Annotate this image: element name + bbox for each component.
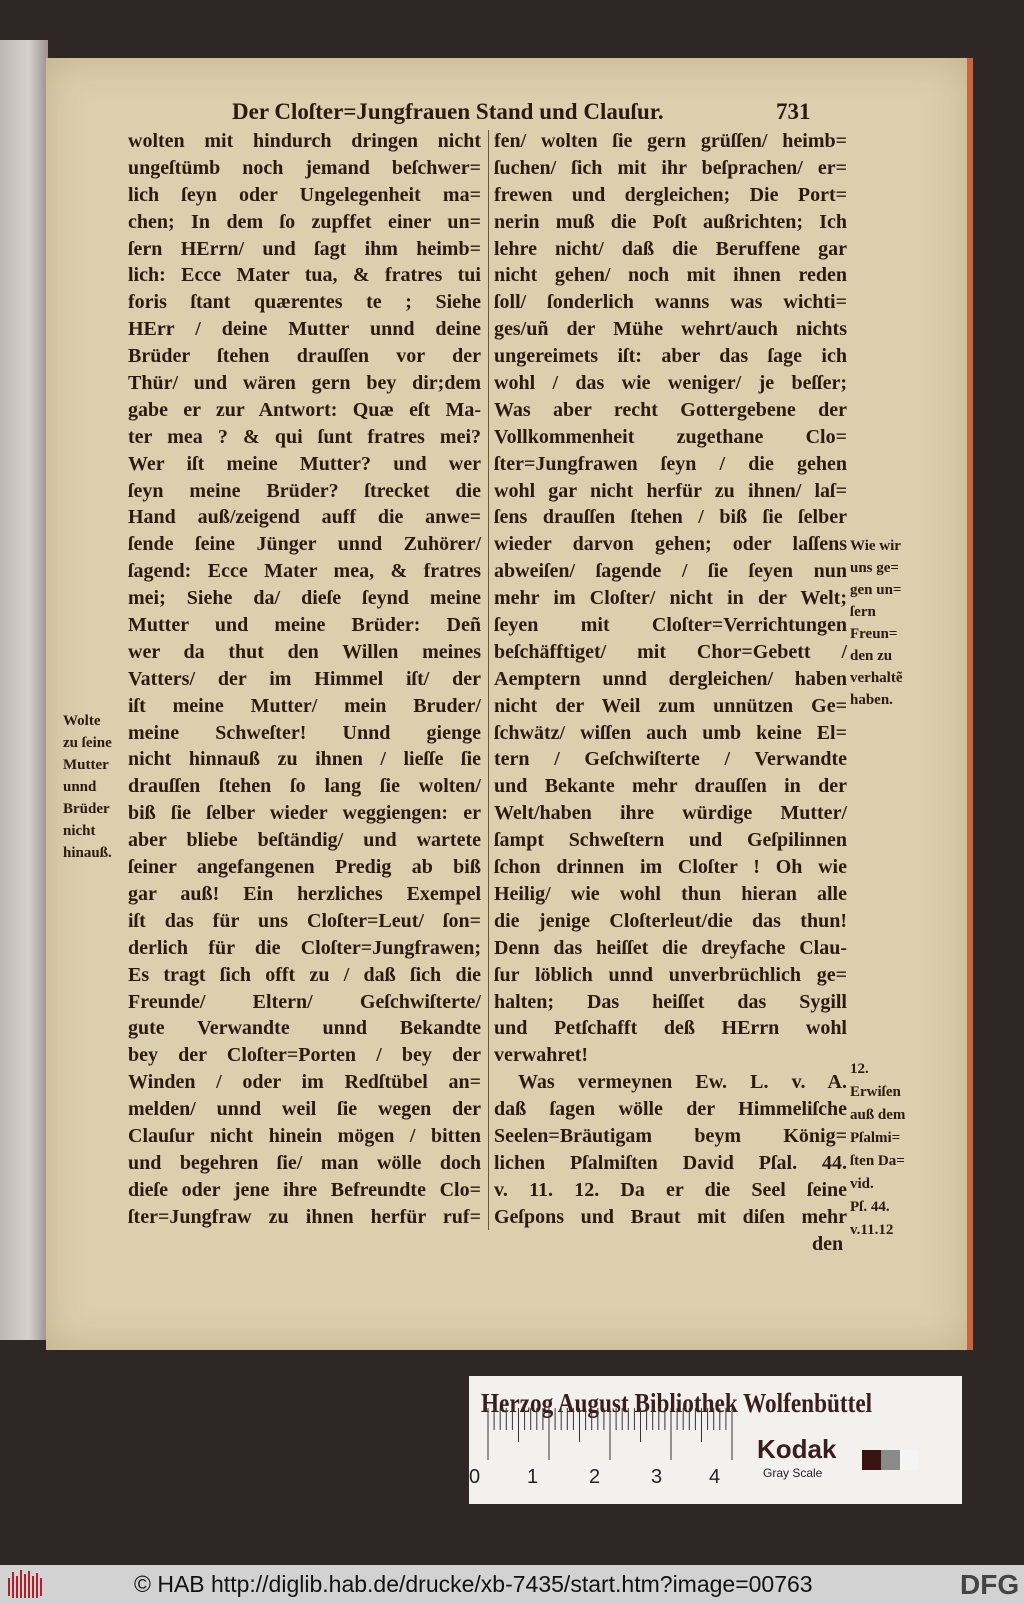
text-line: nicht der Weil zum unnützen Ge= [494,694,847,717]
right-text-column [494,128,847,1231]
text-line: gabe er zur Antwort: Quæ eſt Ma- [128,398,481,421]
margin-note-line: v.11.12 [850,1222,894,1238]
right-margin-note-2 [850,1058,905,1242]
margin-note-line: nicht [63,823,96,839]
text-line: gar auß! Ein herzliches Exempel [128,882,481,905]
margin-note-line: auß dem [850,1107,906,1123]
margin-note-line: vid. [850,1176,874,1192]
text-line: ges/uñ der Mühe wehrt/auch nichts [494,318,847,341]
left-margin-note [63,710,112,864]
margin-note-line: Freun= [850,626,898,642]
ruler-number: 0 [469,1466,481,1488]
margin-note-line: gen un= [850,582,902,598]
margin-note-line: ſten Da= [850,1153,905,1169]
institution-name: Herzog August Bibliothek Wolfenbüttel [481,1388,873,1418]
text-line: Vatters/ der im Himmel iſt/ der [128,667,481,690]
text-line: bey der Cloſter=Porten / bey der [128,1044,481,1067]
text-line: ter mea ? & qui ſunt fratres mei? [128,425,481,448]
margin-note-line: haben. [850,692,893,708]
text-line: Seelen=Bräutigam beym König= [494,1124,847,1147]
text-line: ungeſtümb noch jemand beſchwer= [128,156,481,179]
text-line: fen/ wolten ſie gern grüſſen/ heimb= [494,130,847,152]
text-line: wohl gar nicht herfür zu ihnen/ laſ= [494,479,847,502]
text-line: Freunde/ Eltern/ Geſchwiſterte/ [128,990,481,1013]
right-margin-note-1 [850,535,902,711]
column-divider [488,130,489,1230]
text-line: ſampt Schweſtern und Geſpilinnen [494,829,847,852]
margin-note-line: Mutter [63,757,109,773]
text-line: nicht hinnauß zu ihnen / lieſſe ſie [128,748,481,771]
text-line: ſeyen mit Cloſter=Verrichtungen [494,614,847,637]
ruler [484,1406,744,1466]
margin-note-line: ſern [850,604,876,620]
margin-note-line: Pſalmi= [850,1130,901,1146]
text-line: Welt/haben ihre würdige Mutter/ [494,802,847,825]
text-line: wer da thut den Willen meines [128,640,481,663]
text-line: lehre nicht/ daß die Beruffene gar [494,237,847,260]
text-line: wieder darvon gehen; oder laſſens [494,533,847,556]
text-line: lich ſeyn oder Ungelegenheit ma= [128,183,481,206]
text-line: frewen und dergleichen; Die Port= [494,183,847,206]
text-line: Mutter und meine Brüder: Deñ [128,614,481,637]
scale-card [469,1376,962,1504]
text-line: ſens drauſſen ſtehen / biß ſie ſelber [494,506,847,529]
margin-note-line: unnd [63,779,97,795]
text-line: Wer iſt meine Mutter? und wer [128,452,481,475]
text-line: biß ſie ſelber wieder weggiengen: er [128,802,481,825]
text-line: ſur löblich unnd unverbrüchlich ge= [494,963,847,986]
text-line: aber bliebe beſtändig/ und wartete [128,829,481,852]
gray-swatch-light [900,1450,919,1470]
ruler-number: 2 [589,1466,601,1488]
text-line: nicht gehen/ noch mit ihnen reden [494,264,847,287]
text-line: ſchon drinnen im Cloſter ! Oh wie [494,856,847,879]
ruler-number: 1 [527,1466,539,1488]
text-line: Was vermeynen Ew. L. v. A. [518,1071,847,1094]
gray-scale-label: Gray Scale [763,1466,823,1480]
gray-swatch-mid [881,1450,900,1470]
margin-note-line: den zu [850,648,893,664]
text-line: chen; In dem ſo zupffet einer un= [128,210,481,233]
text-line: ſter=Jungfrawen ſeyn / die gehen [494,452,847,475]
text-line: Vollkommenheit zugethane Clo= [494,425,847,448]
text-line: Brüder ſtehen drauſſen vor der [128,345,481,368]
left-text-column [128,128,481,1231]
text-line: ſuchen/ ſich mit ihr beſprachen/ er= [494,156,847,179]
text-line: drauſſen ſtehen ſo lang ſie wolten/ [128,775,481,798]
text-line: lich: Ecce Mater tua, & fratres tui [128,264,481,287]
margin-note-line: uns ge= [850,560,899,576]
text-line: ſchwätz/ wiſſen auch umb keine El= [494,721,847,744]
text-line: verwahret! [494,1044,589,1067]
margin-note-line: Pſ. 44. [850,1199,890,1215]
margin-note-line: hinauß. [63,845,112,861]
text-line: ſeiner angefangenen Predig ab biß [128,856,481,879]
text-line: lichen Pſalmiſten David Pſal. 44. [494,1151,847,1174]
text-line: melden/ unnd weil ſie wegen der [128,1098,481,1121]
text-line: gute Verwandte unnd Bekandte [128,1017,481,1040]
text-line: HErr / deine Mutter unnd deine [128,318,481,341]
margin-note-line: Erwiſen [850,1084,901,1100]
text-line: und Petſchafft deß HErrn wohl [494,1017,847,1040]
text-line: Geſpons und Braut mit diſen mehr [494,1205,847,1228]
margin-note-line: Wie wir [850,538,901,554]
text-line: wolten mit hindurch dringen nicht [128,130,481,152]
text-line: ſeyn meine Brüder? ſtrecket die [128,479,481,502]
text-line: Hand auß/zeigend auff die anwe= [128,506,481,529]
margin-note-line: Brüder [63,801,110,817]
kodak-logo: Kodak [757,1434,837,1464]
text-line: beſchäfftiget/ mit Chor=Gebett / [494,640,847,663]
text-line: Heilig/ wie wohl thun hieran alle [494,882,847,905]
text-line: tern / Geſchwiſterte / Verwandte [494,748,847,771]
copyright-link[interactable]: © HAB http://diglib.hab.de/drucke/xb-7435/start.htm?image=00763 [134,1571,813,1597]
text-line: halten; Das heiſſet das Sygill [494,990,847,1013]
text-line: derlich für die Cloſter=Jungfrawen; [128,936,481,959]
text-line: daß ſagen wölle der Himmeliſche [494,1098,847,1121]
margin-note-line: Wolte [63,713,101,729]
text-line: ſoll/ ſonderlich wanns was wichti= [494,291,847,314]
text-line: mehr im Cloſter/ nicht in der Welt; [494,587,847,610]
text-line: ſern HErrn/ und ſagt ihm heimb= [128,237,481,260]
text-line: und Bekante mehr drauſſen in der [494,775,847,798]
page-number: 731 [776,99,811,124]
text-line: ungereimets iſt: aber das ſage ich [494,345,847,368]
text-line: dieſe oder jene ihre Befreundte Clo= [128,1178,481,1201]
text-line: nerin muß die Poſt außrichten; Ich [494,210,847,233]
hab-logo-icon [6,1568,46,1600]
text-line: und begehren ſie/ man wölle doch [128,1151,481,1174]
book-fore-edge [0,40,48,1340]
text-line: ſende ſeine Jünger unnd Zuhörer/ [128,533,481,556]
text-line: ſter=Jungfraw zu ihnen herfür ruf= [128,1205,481,1228]
margin-note-line: verhaltẽ [850,670,903,686]
text-line: abweiſen/ ſagende / ſie ſeyen nun [494,560,847,583]
text-line: Denn das heiſſet die dreyfache Clau- [494,936,847,959]
text-line: iſt das für uns Cloſter=Leut/ ſon= [128,909,481,932]
text-line: v. 11. 12. Da er die Seel ſeine [494,1178,847,1201]
text-line: Es tragt ſich offt zu / daß ſich die [128,963,481,986]
text-line: foris ſtant quærentes te ; Siehe [128,291,481,314]
text-line: iſt meine Mutter/ mein Bruder/ [128,694,481,717]
footer-bar [0,1565,1024,1604]
text-line: Winden / oder im Redſtübel an= [128,1071,481,1094]
text-line: Was aber recht Gottergebene der [494,398,847,421]
margin-note-line: zu ſeine [63,735,112,751]
text-line: Thür/ und wären gern bey dir;dem [128,372,481,395]
gray-swatch-dark [862,1450,881,1470]
text-line: wohl / das wie weniger/ je beſſer; [494,372,847,395]
running-title: Der Cloſter=Jungfrauen Stand und Clauſur. [232,99,664,124]
margin-note-line: 12. [850,1061,869,1077]
text-line: die jenige Cloſterleut/die das thun! [494,909,847,932]
ruler-number: 4 [709,1466,721,1488]
catchword: den [812,1233,844,1255]
text-line: Aemptern unnd dergleichen/ haben [494,667,847,690]
ruler-number: 3 [651,1466,663,1488]
text-line: meine Schweſter! Unnd gienge [128,721,481,744]
text-line: ſagend: Ecce Mater mea, & fratres [128,560,481,583]
text-line: Clauſur nicht hinein mögen / bitten [128,1124,481,1147]
dfg-logo: DFG [960,1569,1020,1600]
text-line: mei; Siehe da/ dieſe ſeynd meine [128,587,481,610]
